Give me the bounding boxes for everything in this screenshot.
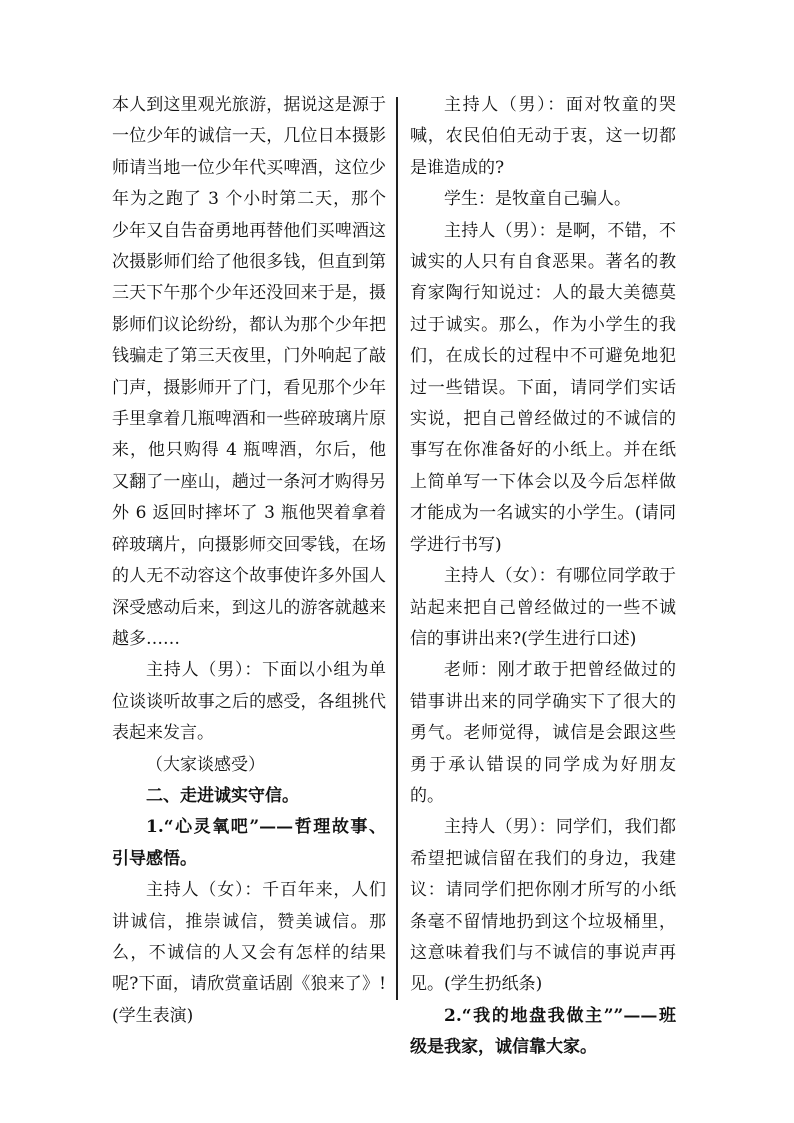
host-male-paragraph-3: 主持人（男）：同学们，我们都希望把诚信留在我们的身边，我建议：请同学们把你刚才所写的小纸条毫不留情地扔到这个垃圾桶里，这意味着我们与不诚信的事说声再见。(学生扔纸条) (410, 817, 676, 995)
subsection-heading-1: 1.“心灵氧吧”——哲理故事、引导感悟。 (112, 817, 386, 869)
host-female-paragraph: 主持人（女）：千百年来，人们讲诚信，推崇诚信，赞美诚信。那么，不诚信的人又会有怎样的结果呢?下面，请欣赏童话剧《狼来了》!(学生表演) (112, 880, 386, 1026)
left-text-column (112, 90, 386, 1032)
student-answer: 学生：是牧童自己骗人。 (444, 189, 631, 210)
host-male-paragraph-1: 主持人（男）：面对牧童的哭喊，农民伯伯无动于衷，这一切都是谁造成的? (410, 95, 676, 178)
section-heading-2: 二、走进诚实守信。 (146, 785, 299, 806)
column-divider (396, 97, 398, 1000)
story-paragraph: 本人到这里观光旅游，据说这是源于一位少年的诚信一天，几位日本摄影师请当地一位少年代买啤酒，这位少年为之跑了 3 个小时第二天，那个少年又自告奋勇地再替他们买啤酒这次摄影师们给了他很多钱，但直到第三天下午那个少年还没回来于是，摄影师们议论纷纷，都认为那个少年把钱骗走了第三天夜里，门外响起了敲门声，摄影师开了门，看见那个少年手里拿着几瓶啤酒和一些碎玻璃片原来，他只购得 4 瓶啤酒，尔后，他又翻了一座山，趟过一条河才购得另外 6 返回时摔坏了 3 瓶他哭着拿着碎玻璃片，向摄影师交回零钱，在场的人无不动容这个故事使许多外国人深受感动后来，到这儿的游客就越来越多…… (112, 95, 386, 649)
right-text-column (410, 90, 676, 1064)
subsection-heading-2: 2.“我的地盘我做主””——班级是我家，诚信靠大家。 (410, 1005, 676, 1058)
discussion-note: （大家谈感受） (146, 754, 265, 775)
host-male-paragraph-2: 主持人（男）：是啊，不错，不诚实的人只有自食恶果。著名的教育家陶行知说过：人的最大美德莫过于诚实。那么，作为小学生的我们，在成长的过程中不可避免地犯过一些错误。下面，请同学们实话实说，把自己曾经做过的不诚信的事写在你准备好的小纸上。并在纸上简单写一下体会以及今后怎样做才能成为一名诚实的小学生。(请同学进行书写) (410, 220, 676, 555)
teacher-paragraph: 老师：刚才敢于把曾经做过的错事讲出来的同学确实下了很大的勇气。老师觉得，诚信是会跟这些勇于承认错误的同学成为好朋友的。 (410, 660, 676, 806)
host-female-paragraph: 主持人（女）：有哪位同学敢于站起来把自己曾经做过的一些不诚信的事讲出来?(学生进行口述) (410, 566, 676, 649)
host-male-paragraph: 主持人（男）：下面以小组为单位谈谈听故事之后的感受，各组挑代表起来发言。 (112, 660, 386, 744)
